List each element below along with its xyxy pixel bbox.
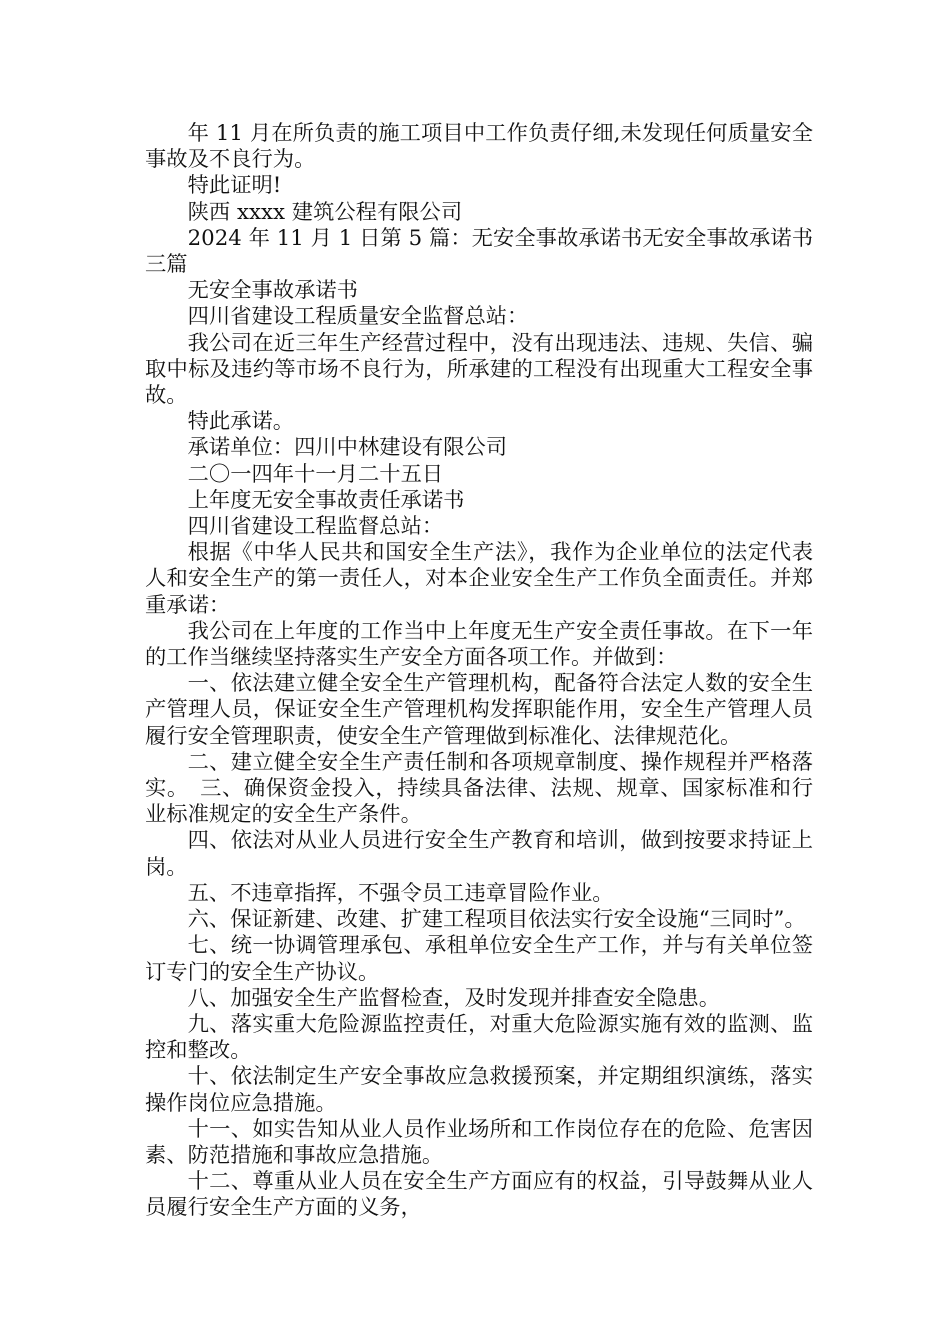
paragraph-21: 八、加强安全生产监督检查，及时发现并排查安全隐患。: [187, 985, 721, 1011]
paragraph-5: 无安全事故承诺书: [187, 278, 358, 304]
paragraph-13: 根据《中华人民共和国安全生产法》，我作为企业单位的法定代表人和安全生产的第一责任人，对本企业安全生产工作负全面责任。并郑重承诺：: [145, 540, 813, 618]
paragraph-12: 四川省建设工程监督总站：: [187, 514, 444, 540]
paragraph-19: 六、保证新建、改建、扩建工程项目依法实行安全设施“三同时”。: [187, 907, 806, 933]
paragraph-20: 七、统一协调管理承包、承租单位安全生产工作，并与有关单位签订专门的安全生产协议。: [145, 933, 813, 985]
paragraph-7: 我公司在近三年生产经营过程中，没有出现违法、违规、失信、骗取中标及违约等市场不良行为，所承建的工程没有出现重大工程安全事故。: [145, 330, 813, 409]
paragraph-8: 特此承诺。: [187, 409, 295, 435]
paragraph-3: 陕西 xxxx 建筑公程有限公司: [187, 199, 463, 225]
paragraph-25: 十二、尊重从业人员在安全生产方面应有的权益，引导鼓舞从业人员履行安全生产方面的义务，: [145, 1169, 813, 1221]
paragraph-6: 四川省建设工程质量安全监督总站：: [187, 304, 529, 330]
paragraph-2: 特此证明!: [187, 173, 282, 199]
paragraph-24: 十一、如实告知从业人员作业场所和工作岗位存在的危险、危害因素、防范措施和事故应急措施。: [145, 1116, 813, 1168]
paragraph-17: 四、依法对从业人员进行安全生产教育和培训，做到按要求持证上岗。: [145, 828, 813, 880]
paragraph-1: 年 11 月在所负责的施工项目中工作负责仔细,未发现任何质量安全事故及不良行为。: [145, 121, 813, 173]
paragraph-18: 五、不违章指挥，不强令员工违章冒险作业。: [187, 880, 614, 906]
paragraph-10: 二〇一四年十一月二十五日: [187, 461, 444, 487]
paragraph-9: 承诺单位：四川中林建设有限公司: [187, 435, 508, 461]
paragraph-16: 二、建立健全安全生产责任制和各项规章制度、操作规程并严格落实。 三、确保资金投入，持续具备法律、法规、规章、国家标准和行业标准规定的安全生产条件。: [145, 749, 813, 828]
paragraph-4: 2024 年 11 月 1 日第 5 篇：无安全事故承诺书无安全事故承诺书三篇: [145, 225, 813, 278]
paragraph-11: 上年度无安全事故责任承诺书: [187, 487, 465, 513]
paragraph-14: 我公司在上年度的工作当中上年度无生产安全责任事故。在下一年的工作当继续坚持落实生产安全方面各项工作。并做到：: [145, 618, 813, 671]
paragraph-22: 九、落实重大危险源监控责任，对重大危险源实施有效的监测、监控和整改。: [145, 1011, 813, 1064]
paragraph-23: 十、依法制定生产安全事故应急救援预案，并定期组织演练，落实操作岗位应急措施。: [145, 1064, 813, 1116]
paragraph-15: 一、依法建立健全安全生产管理机构，配备符合法定人数的安全生产管理人员，保证安全生产管理机构发挥职能作用，安全生产管理人员履行安全管理职责，使安全生产管理做到标准化、法律规范化。: [145, 671, 813, 749]
document-body: [145, 121, 813, 1222]
